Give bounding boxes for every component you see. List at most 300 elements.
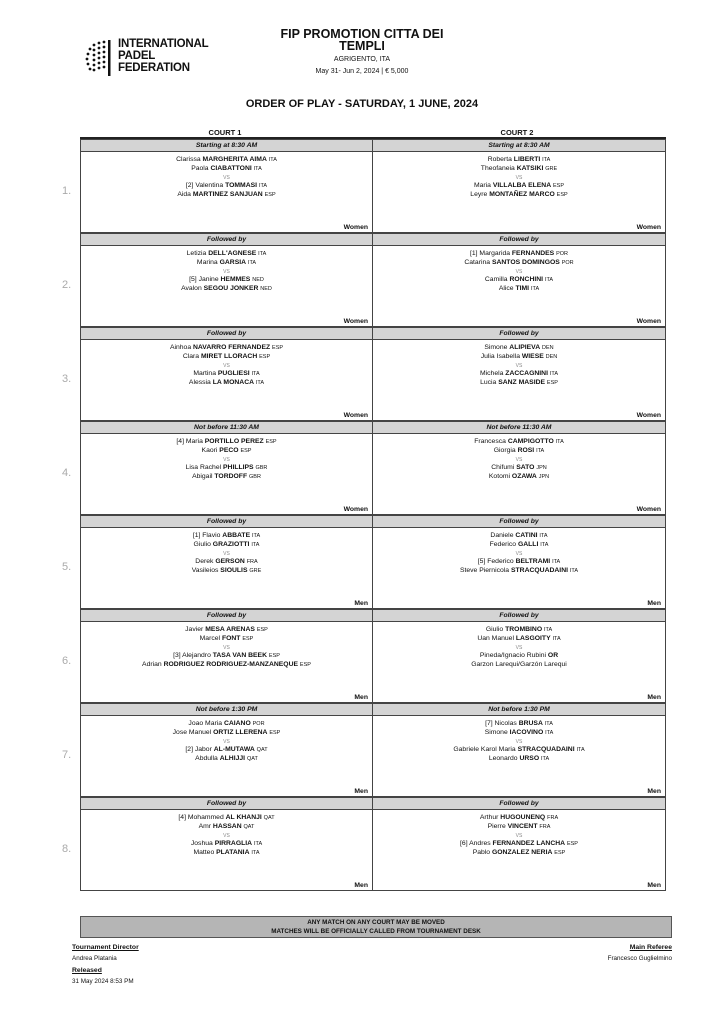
player-line xyxy=(81,532,372,540)
player-line xyxy=(81,379,372,387)
player-nationality: ITA xyxy=(251,542,260,548)
player-line xyxy=(81,259,372,267)
player-first-name: Joshua xyxy=(190,840,213,847)
match-time: Followed by xyxy=(373,327,665,340)
player-first-name: Alice xyxy=(498,285,514,292)
player-last-name: RONCHINI xyxy=(509,276,544,283)
released-value: 31 May 2024 8:53 PM xyxy=(72,978,134,985)
player-first-name: Francesca xyxy=(474,438,506,445)
player-line xyxy=(81,567,372,575)
player-nationality: ITA xyxy=(251,850,260,856)
player-line xyxy=(81,250,372,258)
player-first-name: Martina xyxy=(193,370,216,377)
player-last-name: GRAZIOTTI xyxy=(212,541,250,548)
player-last-name: PLATANIA xyxy=(216,849,250,856)
player-last-name: AL-MUTAWA xyxy=(213,746,255,753)
player-line xyxy=(81,541,372,549)
match-slot xyxy=(80,703,666,797)
player-nationality: ESP xyxy=(259,354,271,360)
player-nationality: QAT xyxy=(246,756,258,762)
player-last-name: MARGHERITA AIMA xyxy=(202,156,267,163)
player-first-name: Amr xyxy=(198,823,212,830)
row-number: 2. xyxy=(62,279,72,291)
match-slot xyxy=(80,421,666,515)
player-first-name: Vasileios xyxy=(191,567,219,574)
player-line xyxy=(81,729,372,737)
event-header xyxy=(220,28,504,75)
schedule-grid xyxy=(80,137,666,889)
match-time: Followed by xyxy=(81,515,372,528)
player-line xyxy=(81,849,372,857)
player-line xyxy=(373,746,665,754)
match-time: Followed by xyxy=(373,797,665,810)
player-line xyxy=(373,379,665,387)
player-first-name: Simone xyxy=(484,344,508,351)
player-last-name: MONTAÑEZ MARCO xyxy=(489,191,555,198)
player-line xyxy=(373,849,665,857)
player-line xyxy=(81,182,372,190)
match-time: Not before 1:30 PM xyxy=(81,703,372,716)
player-line xyxy=(81,191,372,199)
player-last-name: GALLI xyxy=(517,541,539,548)
referee-label: Main Referee xyxy=(629,944,672,951)
player-line xyxy=(373,259,665,267)
match-category: Men xyxy=(354,788,368,795)
player-first-name: Catarina xyxy=(464,259,491,266)
vs-label: VS xyxy=(223,739,230,745)
player-line xyxy=(81,353,372,361)
player-line xyxy=(81,558,372,566)
referee-name: Francesco Guglielmino xyxy=(607,955,672,962)
order-of-play-title: ORDER OF PLAY - SATURDAY, 1 JUNE, 2024 xyxy=(245,98,479,110)
match-time: Not before 11:30 AM xyxy=(373,421,665,434)
player-last-name: SATO xyxy=(516,464,535,471)
player-nationality: QAT xyxy=(243,824,255,830)
match-category: Women xyxy=(636,224,661,231)
match-category: Women xyxy=(636,506,661,513)
player-first-name: Simone xyxy=(484,729,508,736)
player-first-name: Kotomi xyxy=(488,473,511,480)
player-first-name: Lisa Rachel xyxy=(185,464,222,471)
player-first-name: Abigail xyxy=(192,473,213,480)
player-last-name: HEMMES xyxy=(220,276,251,283)
match-category: Women xyxy=(636,412,661,419)
player-nationality: ESP xyxy=(546,380,558,386)
player-last-name: PIRRAGLIA xyxy=(214,840,253,847)
player-last-name: OZAWA xyxy=(511,473,537,480)
player-first-name: Marina xyxy=(196,259,218,266)
court-2-match xyxy=(373,609,666,703)
player-nationality: ITA xyxy=(544,277,554,283)
player-last-name: CAIANO xyxy=(223,720,251,727)
player-first-name: Steve Piernicola xyxy=(459,567,510,574)
court-1-match xyxy=(80,421,373,515)
player-line xyxy=(373,532,665,540)
player-first-name: Adrian xyxy=(142,661,162,668)
player-nationality: ITA xyxy=(530,286,540,292)
player-nationality: ESP xyxy=(566,841,578,847)
player-last-name: KATSIKI xyxy=(516,165,544,172)
player-nationality: ITA xyxy=(251,371,260,377)
match-category: Men xyxy=(647,882,661,889)
player-line xyxy=(81,823,372,831)
event-title-line-2: TEMPLI xyxy=(339,39,385,53)
player-first-name: Clarissa xyxy=(176,156,201,163)
player-last-name: TIMI xyxy=(515,285,530,292)
player-last-name: MARTINEZ SANJUAN xyxy=(192,191,263,198)
player-nationality: ITA xyxy=(268,157,277,163)
player-first-name: [7] Nicolas xyxy=(485,720,517,727)
court-2-header: COURT 2 xyxy=(500,128,534,137)
vs-label: VS xyxy=(223,645,230,651)
player-last-name: NAVARRO FERNANDEZ xyxy=(193,344,271,351)
player-nationality: GRE xyxy=(249,568,262,574)
logo-line-2: PADEL xyxy=(118,50,156,62)
player-last-name: URSO xyxy=(519,755,540,762)
player-first-name: [2] Valentina xyxy=(185,182,224,189)
player-last-name: BELTRAMI xyxy=(515,558,551,565)
player-last-name: LA MONACA xyxy=(212,379,255,386)
player-last-name: VINCENT xyxy=(507,823,538,830)
player-first-name: Giulio xyxy=(193,541,211,548)
player-line xyxy=(81,285,372,293)
player-nationality: ITA xyxy=(545,730,554,736)
vs-label: VS xyxy=(223,363,230,369)
vs-label: VS xyxy=(515,645,523,651)
vs-label: VS xyxy=(223,551,230,557)
player-last-name: OR xyxy=(547,652,559,659)
player-first-name: [1] Flavio xyxy=(192,532,221,539)
player-last-name: SEGOU JONKER xyxy=(203,285,259,292)
player-last-name: ZACCAGNINI xyxy=(505,370,548,377)
player-nationality: ITA xyxy=(552,636,561,642)
player-first-name: Aida xyxy=(177,191,191,198)
player-last-name: FONT xyxy=(221,635,241,642)
player-nationality: ITA xyxy=(549,371,559,377)
court-2-match xyxy=(373,233,666,327)
player-line xyxy=(373,652,665,660)
player-line xyxy=(81,165,372,173)
player-first-name: [5] Federico xyxy=(477,558,514,565)
player-nationality: ITA xyxy=(540,542,549,548)
row-number: 3. xyxy=(62,373,72,385)
player-first-name: Uan Manuel xyxy=(477,635,514,642)
player-line xyxy=(373,191,665,199)
match-time: Followed by xyxy=(373,515,665,528)
notice-line-2: MATCHES WILL BE OFFICIALLY CALLED FROM TOURNAMENT DESK xyxy=(271,928,481,935)
player-first-name: Avalon xyxy=(181,285,202,292)
player-last-name: LIBERTI xyxy=(513,156,541,163)
player-last-name: HASSAN xyxy=(212,823,242,830)
court-2-match xyxy=(373,703,666,797)
player-nationality: ITA xyxy=(541,756,550,762)
player-first-name: Giulio xyxy=(485,626,504,633)
player-line xyxy=(81,652,372,660)
player-first-name: Ainhoa xyxy=(169,344,192,351)
player-last-name: CAMPIGOTTO xyxy=(507,438,554,445)
player-nationality: DEN xyxy=(545,354,558,360)
player-nationality: JPN xyxy=(538,474,550,480)
player-nationality: ITA xyxy=(253,841,263,847)
player-line xyxy=(373,729,665,737)
player-line xyxy=(373,165,665,173)
player-nationality: ITA xyxy=(253,166,262,172)
court-2-match xyxy=(373,515,666,609)
court-2-match xyxy=(373,421,666,515)
player-line xyxy=(373,755,665,763)
player-first-name: Kaori xyxy=(201,447,218,454)
player-first-name: [5] Janine xyxy=(189,276,219,283)
match-category: Men xyxy=(647,600,661,607)
court-1-header: COURT 1 xyxy=(208,128,242,137)
player-nationality: ITA xyxy=(552,559,561,565)
player-nationality: ESP xyxy=(554,850,566,856)
player-last-name: MESA ARENAS xyxy=(205,626,255,633)
row-number: 5. xyxy=(62,561,72,573)
player-first-name: Federico xyxy=(489,541,517,548)
player-line xyxy=(81,447,372,455)
notice-line-1: ANY MATCH ON ANY COURT MAY BE MOVED xyxy=(307,919,445,926)
player-last-name: AL KHANJI xyxy=(225,814,262,821)
player-line xyxy=(373,541,665,549)
player-last-name: TORDOFF xyxy=(214,473,248,480)
player-last-name: GERSON xyxy=(215,558,245,565)
player-first-name: Clara xyxy=(182,353,200,360)
player-line xyxy=(373,285,665,293)
player-nationality: ITA xyxy=(544,721,553,727)
player-line xyxy=(81,720,372,728)
player-line xyxy=(373,344,665,352)
player-nationality: POR xyxy=(556,251,569,257)
match-category: Men xyxy=(647,788,661,795)
court-1-match xyxy=(80,139,373,233)
court-1-match xyxy=(80,703,373,797)
player-nationality: GRE xyxy=(545,166,558,172)
player-line xyxy=(373,447,665,455)
player-last-name: BRUSA xyxy=(518,720,543,727)
player-first-name: Theofaneia xyxy=(480,165,515,172)
vs-label: VS xyxy=(223,833,230,839)
player-nationality: ITA xyxy=(555,439,564,445)
match-slot xyxy=(80,233,666,327)
player-first-name: Leyre xyxy=(470,191,488,198)
row-number: 7. xyxy=(62,749,72,761)
player-first-name: Chifumi xyxy=(491,464,515,471)
match-slot xyxy=(80,797,666,891)
director-label: Tournament Director xyxy=(72,944,139,951)
player-nationality: ITA xyxy=(576,747,585,753)
player-last-name: PORTILLO PEREZ xyxy=(204,438,264,445)
match-time: Starting at 8:30 AM xyxy=(373,139,665,152)
player-nationality: JPN xyxy=(536,465,547,471)
player-nationality: ESP xyxy=(242,636,254,642)
player-first-name: Abdulla xyxy=(195,755,218,762)
player-line xyxy=(373,370,665,378)
logo-line-1: INTERNATIONAL xyxy=(118,38,209,50)
player-nationality: GBR xyxy=(255,465,268,471)
vs-label: VS xyxy=(515,363,523,369)
match-category: Men xyxy=(354,882,368,889)
row-number: 1. xyxy=(62,185,72,197)
player-first-name: Garzon Larequi/Garzón Larequi xyxy=(471,661,567,668)
fip-logo xyxy=(82,36,209,80)
match-slot xyxy=(80,515,666,609)
vs-label: VS xyxy=(515,269,523,275)
player-first-name: Letizia xyxy=(186,250,207,257)
player-line xyxy=(81,438,372,446)
row-number: 6. xyxy=(62,655,72,667)
player-nationality: ITA xyxy=(247,260,257,266)
player-first-name: Paola xyxy=(191,165,209,172)
player-nationality: ESP xyxy=(265,439,277,445)
match-category: Women xyxy=(343,318,368,325)
match-time: Followed by xyxy=(373,609,665,622)
row-number: 4. xyxy=(62,467,72,479)
court-2-match xyxy=(373,797,666,891)
player-first-name: Leonardo xyxy=(488,755,518,762)
player-last-name: SIOULIS xyxy=(220,567,248,574)
player-first-name: [1] Margarida xyxy=(469,250,511,257)
player-last-name: RODRIGUEZ RODRIGUEZ-MANZANEQUE xyxy=(163,661,299,668)
court-1-match xyxy=(80,797,373,891)
player-last-name: HUGOUNENQ xyxy=(500,814,546,821)
player-last-name: VILLALBA ELENA xyxy=(492,182,552,189)
player-nationality: POR xyxy=(561,260,574,266)
court-2-match xyxy=(373,327,666,421)
player-line xyxy=(81,370,372,378)
player-line xyxy=(373,635,665,643)
player-last-name: ABBATE xyxy=(222,532,251,539)
event-location: AGRIGENTO, ITA xyxy=(333,56,391,63)
player-first-name: Pablo xyxy=(472,849,491,856)
match-time: Starting at 8:30 AM xyxy=(81,139,372,152)
player-last-name: GARSIA xyxy=(219,259,247,266)
player-line xyxy=(373,473,665,481)
player-first-name: Giorgia xyxy=(493,447,516,454)
player-line xyxy=(81,276,372,284)
player-last-name: STRACQUADAINI xyxy=(517,746,575,753)
player-last-name: PECO xyxy=(219,447,239,454)
player-first-name: [3] Alejandro xyxy=(173,652,211,659)
player-first-name: Roberta xyxy=(487,156,512,163)
event-dates: May 31- Jun 2, 2024 | € 5,000 xyxy=(315,68,409,75)
player-line xyxy=(81,635,372,643)
match-time: Followed by xyxy=(81,327,372,340)
player-first-name: Julia Isabella xyxy=(480,353,520,360)
player-line xyxy=(373,438,665,446)
player-nationality: ITA xyxy=(255,380,265,386)
player-line xyxy=(81,156,372,164)
vs-label: VS xyxy=(515,833,523,839)
player-first-name: Gabriele Karol Maria xyxy=(453,746,516,753)
player-last-name: ALIPIEVA xyxy=(509,344,541,351)
vs-label: VS xyxy=(515,739,523,745)
match-time: Followed by xyxy=(81,609,372,622)
player-nationality: ESP xyxy=(256,627,268,633)
match-slot xyxy=(80,139,666,233)
player-nationality: NED xyxy=(260,286,272,292)
player-first-name: Camilla xyxy=(484,276,508,283)
vs-label: VS xyxy=(515,551,523,557)
player-line xyxy=(373,558,665,566)
player-first-name: Arthur xyxy=(479,814,499,821)
player-last-name: ALHIJJI xyxy=(219,755,246,762)
player-nationality: FRA xyxy=(547,815,559,821)
court-1-match xyxy=(80,609,373,703)
player-last-name: PUGLIESI xyxy=(217,370,250,377)
player-nationality: QAT xyxy=(256,747,268,753)
match-slot xyxy=(80,609,666,703)
player-nationality: ESP xyxy=(272,345,284,351)
player-first-name: [6] Andres xyxy=(460,840,491,847)
match-category: Men xyxy=(354,694,368,701)
player-last-name: CATINI xyxy=(515,532,538,539)
player-line xyxy=(373,250,665,258)
player-line xyxy=(373,840,665,848)
player-nationality: QAT xyxy=(263,815,275,821)
player-line xyxy=(373,661,665,669)
player-nationality: ESP xyxy=(556,192,568,198)
player-first-name: Maria xyxy=(473,182,491,189)
player-first-name: Matteo xyxy=(193,849,215,856)
row-number: 8. xyxy=(62,843,72,855)
player-line xyxy=(81,840,372,848)
match-time: Not before 11:30 AM xyxy=(81,421,372,434)
vs-label: VS xyxy=(515,457,523,463)
player-first-name: [4] Maria xyxy=(176,438,203,445)
match-category: Women xyxy=(343,412,368,419)
player-nationality: FRA xyxy=(539,824,551,830)
player-last-name: CIABATTONI xyxy=(210,165,252,172)
match-category: Women xyxy=(636,318,661,325)
player-nationality: ITA xyxy=(258,251,267,257)
player-nationality: ESP xyxy=(240,448,252,454)
player-first-name: [2] Jabor xyxy=(185,746,212,753)
player-first-name: Pineda/Ignacio Rubini xyxy=(479,652,547,659)
player-first-name: Daniele xyxy=(490,532,514,539)
player-nationality: ITA xyxy=(258,183,268,189)
player-last-name: TROMBINO xyxy=(505,626,543,633)
player-nationality: FRA xyxy=(246,559,258,565)
player-line xyxy=(373,353,665,361)
player-nationality: NED xyxy=(252,277,264,283)
player-last-name: FERNANDEZ LANCHA xyxy=(492,840,566,847)
player-nationality: DEN xyxy=(542,345,554,351)
court-1-match xyxy=(80,233,373,327)
player-last-name: SANTOS DOMINGOS xyxy=(491,259,560,266)
match-time: Followed by xyxy=(373,233,665,246)
player-nationality: ITA xyxy=(544,627,553,633)
player-nationality: ESP xyxy=(264,192,276,198)
player-nationality: ITA xyxy=(539,533,548,539)
fip-logo-icon xyxy=(82,36,114,80)
player-last-name: TASA VAN BEEK xyxy=(212,652,268,659)
player-nationality: ITA xyxy=(542,157,551,163)
player-last-name: ORTIZ LLERENA xyxy=(213,729,268,736)
player-first-name: Pierre xyxy=(487,823,506,830)
notice-banner xyxy=(80,916,672,938)
player-last-name: GONZALEZ NERIA xyxy=(491,849,553,856)
player-first-name: Derek xyxy=(195,558,214,565)
match-slot xyxy=(80,327,666,421)
player-line xyxy=(81,344,372,352)
player-line xyxy=(81,755,372,763)
court-1-match xyxy=(80,515,373,609)
player-nationality: ESP xyxy=(299,662,311,668)
logo-wordmark xyxy=(118,38,208,74)
player-line xyxy=(81,464,372,472)
player-last-name: WIESE xyxy=(521,353,544,360)
